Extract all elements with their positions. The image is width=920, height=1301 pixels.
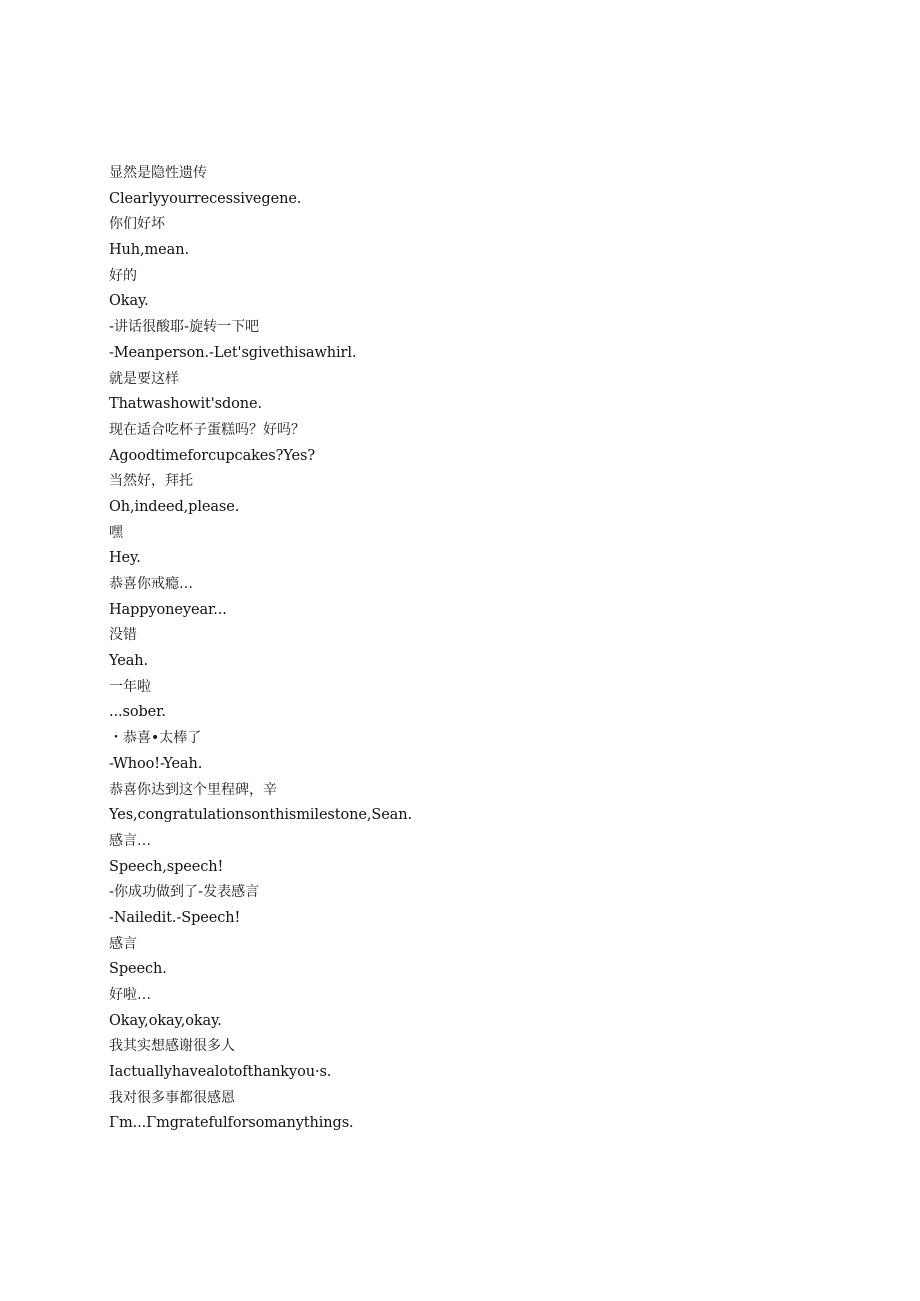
subtitle-chinese-line: 一年啦 xyxy=(109,678,151,695)
subtitle-english-line: Γm...Γmgratefulforsomanythings. xyxy=(109,1115,354,1132)
subtitle-english-line: Clearlyyourrecessivegene. xyxy=(109,190,302,207)
subtitle-chinese-line: 现在适合吃杯子蛋糕吗？好吗？ xyxy=(109,421,305,438)
subtitle-chinese-line: 没错 xyxy=(109,627,137,644)
subtitle-chinese-line: -你成功做到了-发表感言 xyxy=(109,884,260,901)
subtitle-english-line: Hey. xyxy=(109,550,141,567)
subtitle-english-line: -Nailedit.-Speech! xyxy=(109,909,241,926)
subtitle-chinese-line: 好的 xyxy=(109,267,137,284)
subtitle-chinese-line: 当然好，拜托 xyxy=(109,473,193,490)
subtitle-english-line: Speech,speech! xyxy=(109,858,224,875)
subtitle-english-line: Oh,indeed,please. xyxy=(109,498,240,515)
subtitle-chinese-line: 你们好坏 xyxy=(109,216,165,233)
subtitle-english-line: Iactuallyhavealotofthankyou·s. xyxy=(109,1064,332,1081)
subtitle-english-line: Thatwashowit'sdone. xyxy=(109,396,262,413)
subtitle-chinese-line: 就是要这样 xyxy=(109,370,179,387)
subtitle-chinese-line: 我对很多事都很感恩 xyxy=(109,1089,235,1106)
subtitle-english-line: Speech. xyxy=(109,961,167,978)
subtitle-chinese-line: 嘿 xyxy=(109,524,123,541)
subtitle-english-line: Happyoneyear... xyxy=(109,601,227,618)
subtitle-english-line: Agoodtimeforcupcakes?Yes? xyxy=(109,447,316,464)
subtitle-english-line: Yes,congratulationsonthismilestone,Sean. xyxy=(109,807,412,824)
subtitle-list xyxy=(109,161,869,1137)
subtitle-chinese-line: 感言… xyxy=(109,832,151,849)
subtitle-chinese-line: 恭喜你戒瘾… xyxy=(109,576,193,592)
subtitle-english-line: -Whoo!-Yeah. xyxy=(109,755,203,772)
subtitle-english-line: Okay. xyxy=(109,293,149,310)
subtitle-english-line: Yeah. xyxy=(109,653,148,670)
subtitle-english-line: Huh,mean. xyxy=(109,242,189,259)
subtitle-english-line: -Meanperson.-Let'sgivethisawhirl. xyxy=(109,344,357,361)
subtitle-chinese-line: 我其实想感谢很多人 xyxy=(109,1038,235,1055)
subtitle-chinese-line: ・恭喜•太棒了 xyxy=(109,730,202,747)
subtitle-english-line: Okay,okay,okay. xyxy=(109,1012,222,1029)
subtitle-chinese-line: 显然是隐性遗传 xyxy=(109,165,207,181)
subtitle-chinese-line: 好啦… xyxy=(109,987,151,1003)
subtitle-chinese-line: 恭喜你达到这个里程碑，辛 xyxy=(109,781,277,798)
subtitle-english-line: ...sober. xyxy=(109,704,166,721)
subtitle-chinese-line: -讲话很酸耶-旋转一下吧 xyxy=(109,319,260,336)
subtitle-chinese-line: 感言 xyxy=(109,935,137,952)
